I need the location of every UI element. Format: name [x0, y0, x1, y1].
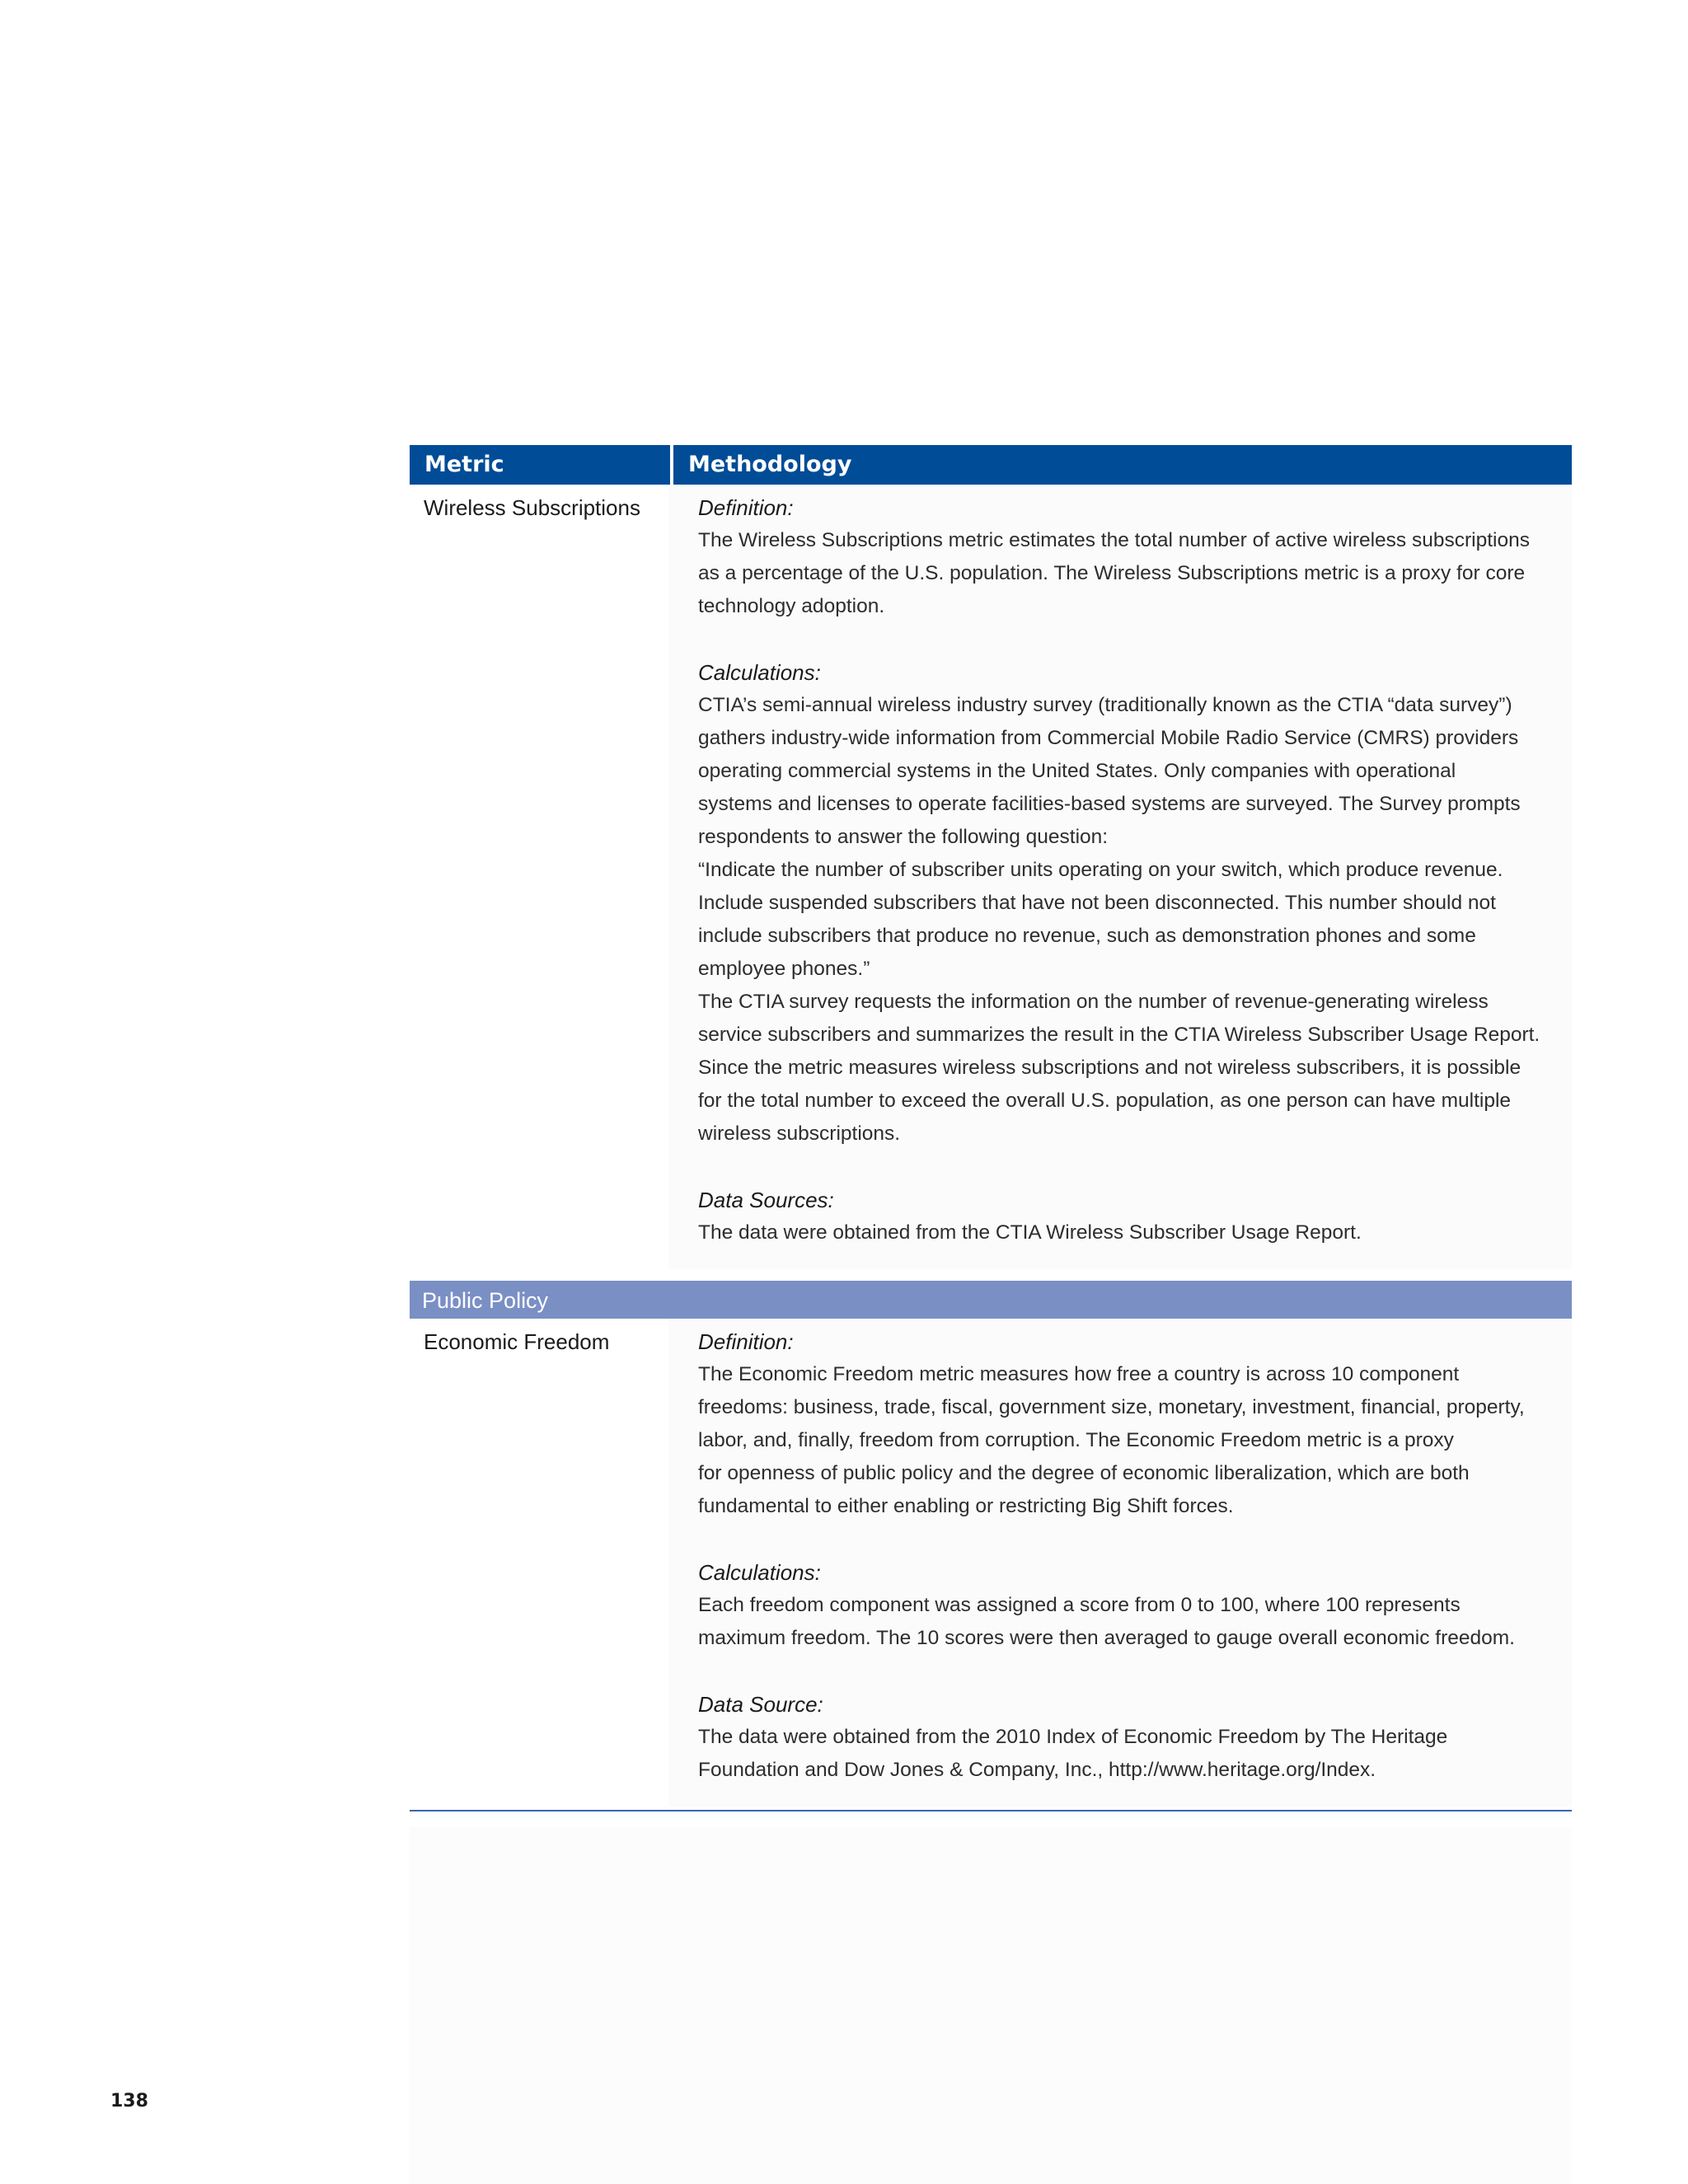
- section-bar-public-policy: Public Policy: [410, 1281, 1572, 1319]
- text-line: for openness of public policy and the degree of economic liberalization, which are both: [698, 1462, 1470, 1484]
- text-line: systems and licenses to operate facilities-based systems are surveyed. The Survey prompts: [698, 793, 1521, 815]
- text-line: fundamental to either enabling or restricting Big Shift forces.: [698, 1495, 1234, 1517]
- text-line: respondents to answer the following question:: [698, 826, 1109, 848]
- calculations-text: [698, 689, 1560, 1151]
- text-line: maximum freedom. The 10 scores were then averaged to gauge overall economic freedom.: [698, 1627, 1515, 1649]
- text-line: technology adoption.: [698, 595, 885, 617]
- data-sources-text: [698, 1216, 1560, 1249]
- data-source-text: [698, 1721, 1560, 1787]
- text-line: CTIA’s semi-annual wireless industry survey (traditionally known as the CTIA “data survey”): [698, 694, 1512, 716]
- text-line: gathers industry-wide information from Commercial Mobile Radio Service (CMRS) providers: [698, 727, 1519, 749]
- text-line: Since the metric measures wireless subscriptions and not wireless subscribers, it is possible: [698, 1057, 1522, 1079]
- text-line: as a percentage of the U.S. population. The Wireless Subscriptions metric is a proxy for core: [698, 562, 1526, 584]
- table-row-wireless-subscriptions: [410, 485, 1572, 1269]
- page-number: 138: [110, 2091, 148, 2111]
- table-bottom-rule: [410, 1810, 1572, 1811]
- data-sources-heading: Data Sources:: [698, 1188, 834, 1212]
- definition-text: [698, 1358, 1560, 1523]
- calculations-heading: Calculations:: [698, 1560, 821, 1585]
- text-line: include subscribers that produce no revenue, such as demonstration phones and some: [698, 925, 1476, 947]
- data-source-heading: Data Source:: [698, 1692, 823, 1717]
- text-line: Each freedom component was assigned a score from 0 to 100, where 100 represents: [698, 1594, 1461, 1616]
- definition-heading: Definition:: [698, 495, 794, 520]
- text-line: service subscribers and summarizes the result in the CTIA Wireless Subscriber Usage Report.: [698, 1024, 1540, 1046]
- text-line: Foundation and Dow Jones & Company, Inc., http://www.heritage.org/Index.: [698, 1759, 1376, 1781]
- text-line: The Wireless Subscriptions metric estimates the total number of active wireless subscriptions: [698, 529, 1530, 551]
- table-row-economic-freedom: [410, 1319, 1572, 1807]
- text-line: “Indicate the number of subscriber units operating on your switch, which produce revenue.: [698, 859, 1503, 881]
- text-line: The data were obtained from the 2010 Index of Economic Freedom by The Heritage: [698, 1726, 1448, 1748]
- page-background-shade: [410, 1827, 1572, 2184]
- text-line: for the total number to exceed the overall U.S. population, as one person can have multiple: [698, 1090, 1512, 1112]
- text-line: wireless subscriptions.: [698, 1122, 901, 1145]
- text-line: operating commercial systems in the United States. Only companies with operational: [698, 760, 1456, 782]
- header-methodology: Methodology: [673, 445, 1572, 485]
- methodology-table: [410, 445, 1572, 1811]
- text-line: employee phones.”: [698, 958, 870, 980]
- definition-text: [698, 524, 1560, 623]
- text-line: The CTIA survey requests the information on the number of revenue-generating wireless: [698, 991, 1489, 1013]
- text-line: labor, and, finally, freedom from corruption. The Economic Freedom metric is a proxy: [698, 1429, 1454, 1451]
- text-line: The Economic Freedom metric measures how free a country is across 10 component: [698, 1363, 1460, 1385]
- header-metric: Metric: [410, 445, 670, 485]
- text-line: The data were obtained from the CTIA Wireless Subscriber Usage Report.: [698, 1221, 1362, 1244]
- methodology-cell: [668, 485, 1572, 1269]
- text-line: Include suspended subscribers that have not been disconnected. This number should not: [698, 892, 1496, 914]
- calculations-text: [698, 1589, 1560, 1655]
- table-header: [410, 445, 1572, 485]
- text-line: freedoms: business, trade, fiscal, government size, monetary, investment, financial, property,: [698, 1396, 1525, 1418]
- methodology-cell: [668, 1319, 1572, 1807]
- calculations-heading: Calculations:: [698, 660, 821, 685]
- metric-name: Wireless Subscriptions: [424, 495, 640, 520]
- metric-name: Economic Freedom: [424, 1329, 610, 1354]
- definition-heading: Definition:: [698, 1329, 794, 1354]
